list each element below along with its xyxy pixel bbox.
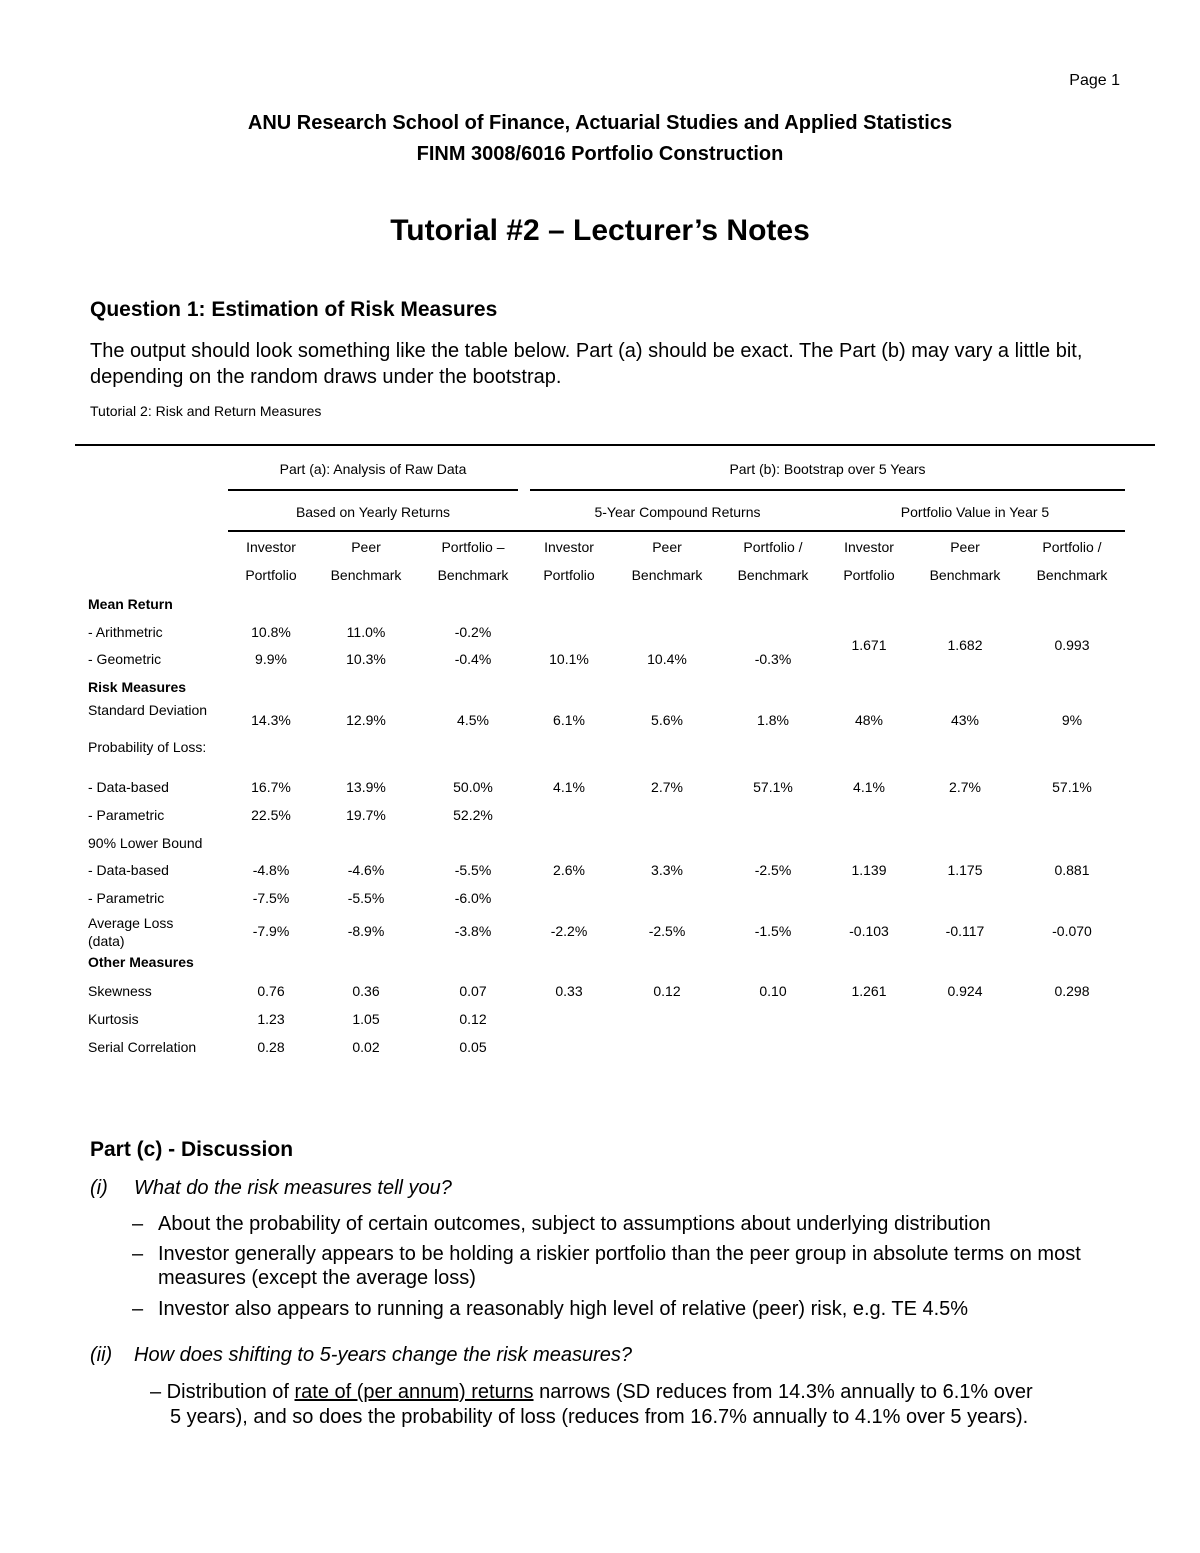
column-header-top: Investor xyxy=(544,539,594,555)
course-name: FINM 3008/6016 Portfolio Construction xyxy=(416,143,784,165)
table-cell: 0.05 xyxy=(459,1039,487,1055)
table-cell: -4.6% xyxy=(347,862,385,878)
column-header-bottom: Benchmark xyxy=(631,567,703,583)
table-cell: -2.2% xyxy=(550,923,588,939)
table-cell: 12.9% xyxy=(346,712,386,728)
question-ii-number: (ii) xyxy=(90,1344,113,1366)
table-cell: 0.76 xyxy=(257,983,285,999)
table-cell: 14.3% xyxy=(251,712,291,728)
table-cell: -5.5% xyxy=(454,862,492,878)
table-cell: 1.05 xyxy=(352,1011,380,1027)
section-risk-measures: Risk Measures xyxy=(88,679,187,695)
table-cell: 0.924 xyxy=(947,983,983,999)
row-label-serial: Serial Correlation xyxy=(88,1039,197,1055)
row-label-skewness: Skewness xyxy=(88,983,152,999)
question-intro: The output should look something like the table below. Part (a) should be exact. The Part (b) may vary a little bit, depending on the random draws under the bootstrap. xyxy=(90,340,1083,388)
table-cell: 10.4% xyxy=(647,651,687,667)
table-cell: 9.9% xyxy=(255,651,287,667)
column-header-top: Peer xyxy=(652,539,682,555)
row-label-lower-bound: 90% Lower Bound xyxy=(88,835,203,851)
row-label-arithmetic: - Arithmetric xyxy=(88,624,163,640)
row-label-parametric: - Parametric xyxy=(88,890,165,906)
column-header-top: Peer xyxy=(351,539,381,555)
table-cell: 0.33 xyxy=(555,983,583,999)
table-cell: 19.7% xyxy=(346,807,386,823)
table-cell: 1.671 xyxy=(851,637,887,653)
table-cell: 10.8% xyxy=(251,624,291,640)
table-caption: Tutorial 2: Risk and Return Measures xyxy=(90,403,322,419)
table-cell: 2.7% xyxy=(949,779,981,795)
column-header-bottom: Benchmark xyxy=(1036,567,1108,583)
group-yearly-header: Based on Yearly Returns xyxy=(295,504,451,520)
table-cell: -1.5% xyxy=(754,923,792,939)
table-cell: 0.993 xyxy=(1054,637,1090,653)
row-label-parametric: - Parametric xyxy=(88,807,165,823)
bullet-dash: – xyxy=(132,1213,144,1235)
table-cell: 3.3% xyxy=(651,862,683,878)
column-header-top: Investor xyxy=(246,539,296,555)
table-cell: 1.8% xyxy=(757,712,789,728)
table-cell: 0.10 xyxy=(759,983,787,999)
bullet-i-1: About the probability of certain outcomes, subject to assumptions about underlying distribution xyxy=(158,1213,991,1235)
page-title: Tutorial #2 – Lecturer’s Notes xyxy=(390,214,810,247)
bullet-ii-post: narrows (SD reduces from 14.3% annually to 6.1% over xyxy=(533,1381,1033,1403)
table-cell: -0.070 xyxy=(1052,923,1092,939)
table-cell: 57.1% xyxy=(753,779,793,795)
row-label-geometric: - Geometric xyxy=(88,651,162,667)
table-cell: 0.07 xyxy=(459,983,487,999)
table-cell: 2.7% xyxy=(651,779,683,795)
table-cell: 6.1% xyxy=(553,712,585,728)
table-cell: 22.5% xyxy=(251,807,291,823)
page-number: Page 1 xyxy=(1069,72,1120,89)
table-cell: -2.5% xyxy=(754,862,792,878)
column-header-bottom: Portfolio xyxy=(843,567,895,583)
bullet-dash: – xyxy=(132,1243,144,1265)
table-cell: -0.3% xyxy=(754,651,792,667)
row-label-data-based: - Data-based xyxy=(88,862,169,878)
table-cell: -7.9% xyxy=(252,923,290,939)
column-header-top: Peer xyxy=(950,539,980,555)
column-header-bottom: Benchmark xyxy=(929,567,1001,583)
table-cell: -5.5% xyxy=(347,890,385,906)
column-header-top: Portfolio – xyxy=(441,539,505,555)
table-cell: 1.682 xyxy=(947,637,983,653)
table-cell: -4.8% xyxy=(252,862,290,878)
table-cell: 0.36 xyxy=(352,983,380,999)
table-cell: -2.5% xyxy=(648,923,686,939)
part-b-rule xyxy=(530,489,1125,491)
table-cell: 4.1% xyxy=(853,779,885,795)
table-cell: 4.5% xyxy=(457,712,489,728)
table-cell: 0.881 xyxy=(1054,862,1090,878)
bullet-i-3: Investor also appears to running a reasonably high level of relative (peer) risk, e.g. TE 4.5% xyxy=(158,1298,969,1320)
table-cell: 1.139 xyxy=(851,862,887,878)
column-header-bottom: Benchmark xyxy=(437,567,509,583)
table-cell: -6.0% xyxy=(454,890,492,906)
part-a-rule xyxy=(228,489,518,491)
table-cell: 57.1% xyxy=(1052,779,1092,795)
table-cell: 2.6% xyxy=(553,862,585,878)
table-cell: 10.1% xyxy=(549,651,589,667)
bullet-ii-pre: – Distribution of xyxy=(150,1381,295,1403)
table-cell: 50.0% xyxy=(453,779,493,795)
row-label-prob-loss: Probability of Loss: xyxy=(88,739,207,755)
institution-name: ANU Research School of Finance, Actuarial Studies and Applied Statistics xyxy=(247,112,953,134)
bullet-ii-underlined: rate of (per annum) returns xyxy=(294,1381,534,1403)
discussion-heading: Part (c) - Discussion xyxy=(90,1138,294,1161)
table-cell: -0.2% xyxy=(454,624,492,640)
table-cell: -7.5% xyxy=(252,890,290,906)
table-cell: 13.9% xyxy=(346,779,386,795)
question-i-text: What do the risk measures tell you? xyxy=(134,1177,452,1199)
bullet-ii-line1 xyxy=(150,1380,1033,1404)
column-header-top: Investor xyxy=(844,539,894,555)
row-label-std: Standard Deviation xyxy=(88,702,208,718)
column-header-bottom: Benchmark xyxy=(330,567,402,583)
table-cell: 10.3% xyxy=(346,651,386,667)
question-i-number: (i) xyxy=(90,1177,108,1199)
table-cell: 0.02 xyxy=(352,1039,380,1055)
section-other-measures: Other Measures xyxy=(88,954,194,970)
table-cell: 1.23 xyxy=(257,1011,285,1027)
table-cell: 5.6% xyxy=(651,712,683,728)
table-cell: 0.12 xyxy=(459,1011,487,1027)
table-cell: 48% xyxy=(854,712,884,728)
row-label-data-based: - Data-based xyxy=(88,779,169,795)
column-header-top: Portfolio / xyxy=(1042,539,1102,555)
table-cell: -0.4% xyxy=(454,651,492,667)
table-cell: 52.2% xyxy=(453,807,493,823)
bullet-ii-line2: 5 years), and so does the probability of loss (reduces from 16.7% annually to 4.1% over 5 years). xyxy=(170,1406,1029,1428)
column-header-bottom: Benchmark xyxy=(737,567,809,583)
question-heading: Question 1: Estimation of Risk Measures xyxy=(90,298,498,321)
table-cell: 4.1% xyxy=(553,779,585,795)
question-ii-text: How does shifting to 5-years change the risk measures? xyxy=(134,1344,633,1366)
column-header-bottom: Portfolio xyxy=(543,567,595,583)
table-cell: 0.298 xyxy=(1054,983,1090,999)
section-mean-return: Mean Return xyxy=(88,596,173,612)
part-a-header: Part (a): Analysis of Raw Data xyxy=(279,461,467,477)
part-b-header: Part (b): Bootstrap over 5 Years xyxy=(729,461,926,477)
table-top-rule xyxy=(75,444,1155,446)
table-cell: -3.8% xyxy=(454,923,492,939)
table-cell: 11.0% xyxy=(346,624,386,640)
column-header-bottom: Portfolio xyxy=(245,567,297,583)
column-header-top: Portfolio / xyxy=(743,539,803,555)
table-cell: 0.28 xyxy=(257,1039,285,1055)
table-cell: -0.117 xyxy=(945,923,985,939)
table-cell: 16.7% xyxy=(251,779,291,795)
bullet-dash: – xyxy=(132,1298,144,1320)
table-cell: 1.175 xyxy=(947,862,983,878)
table-cell: 9% xyxy=(1061,712,1083,728)
table-cell: 43% xyxy=(950,712,980,728)
table-cell: 1.261 xyxy=(851,983,887,999)
row-label-kurtosis: Kurtosis xyxy=(88,1011,139,1027)
row-label-avg-loss: Average Loss (data) xyxy=(88,915,174,949)
table-cell: -8.9% xyxy=(347,923,385,939)
group-rule xyxy=(228,530,1125,532)
group-value-header: Portfolio Value in Year 5 xyxy=(900,504,1050,520)
table-cell: -0.103 xyxy=(849,923,889,939)
bullet-i-2: Investor generally appears to be holding a riskier portfolio than the peer group in absolute terms on most measures (except the average loss) xyxy=(158,1243,1081,1289)
group-compound-header: 5-Year Compound Returns xyxy=(594,504,761,520)
table-cell: 0.12 xyxy=(653,983,681,999)
